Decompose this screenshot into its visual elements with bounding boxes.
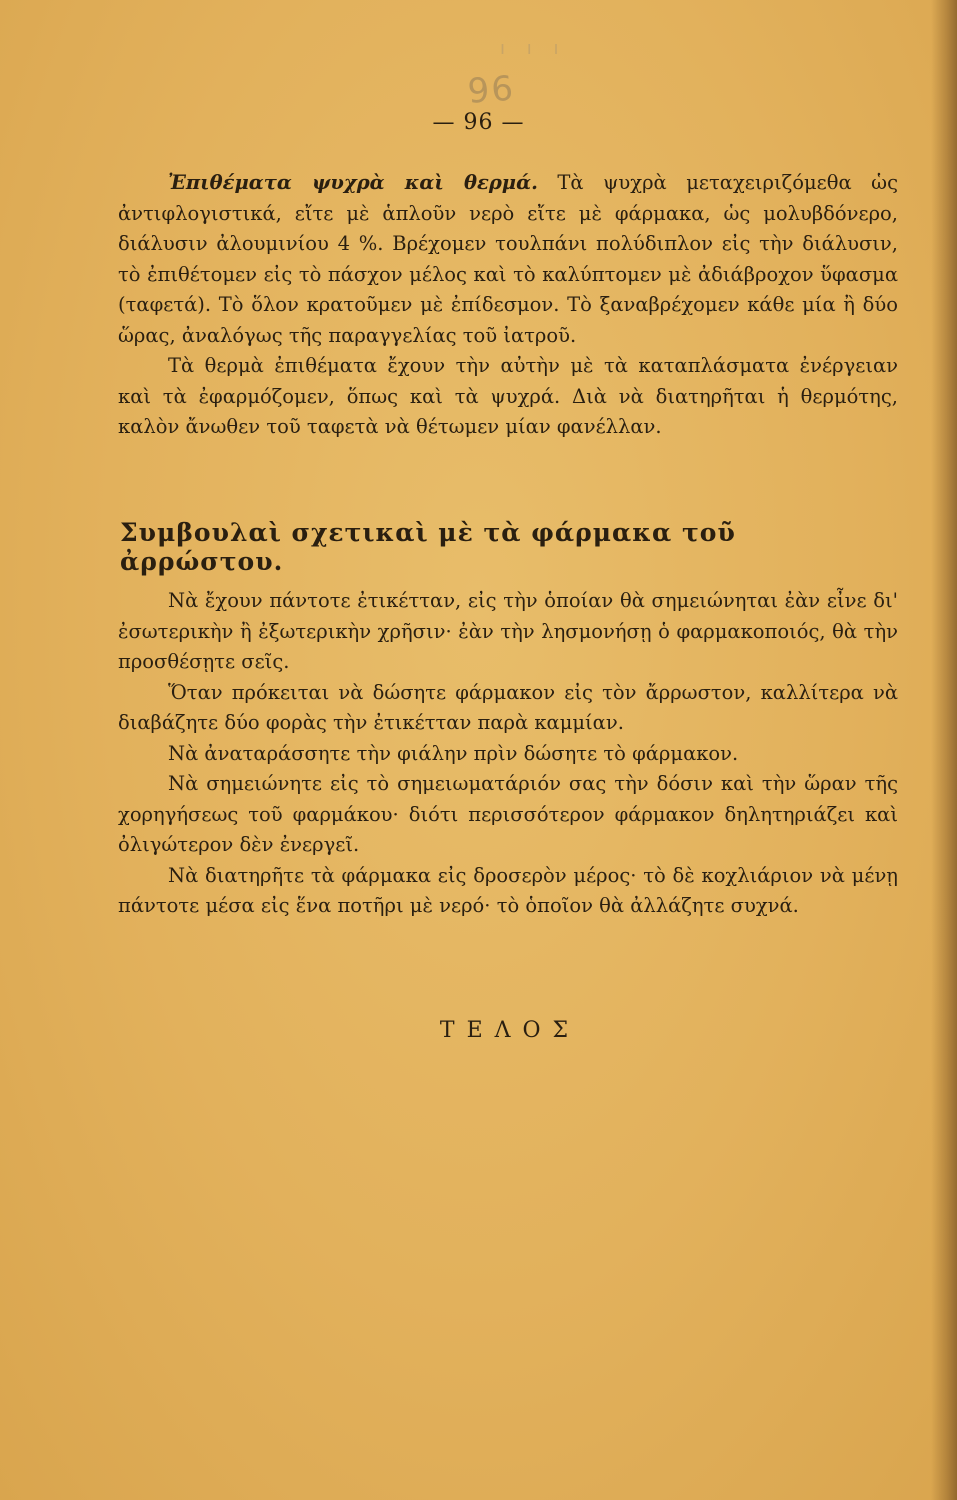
paragraph-body: Τὰ ψυχρὰ μεταχειριζόμεθα ὡς ἀντιφλογιστικά, εἴτε μὲ ἁπλοῦν νερὸ εἴτε μὲ φάρμακα, ὡς μολυβδόνερο, διάλυσιν ἀλουμινίου 4 %. Βρέχομεν τουλπάνι πολύδιπλον εἰς τὴν διάλυσιν, τὸ ἐπιθέτομεν εἰς τὸ πάσχον μέλος καὶ τὸ καλύπτομεν μὲ ἀδιάβροχον ὕφασμα (ταφετά). Τὸ ὅλον κρατοῦμεν μὲ ἐπίδεσμον. Τὸ ξαναβρέχομεν κάθε μία ἢ δύο ὥρας, ἀναλόγως τῆς παραγγελίας τοῦ ἰατροῦ.: [118, 171, 898, 347]
paragraph-lead-title: Ἐπιθέματα ψυχρὰ καὶ θερμά.: [168, 171, 538, 194]
advice-paragraph: Ὅταν πρόκειται νὰ δώσητε φάρμακον εἰς τὸν ἄρρωστον, καλλίτερα νὰ διαβάζητε δύο φορὰς τὴν ἐτικέτταν παρὰ καμμίαν.: [118, 680, 898, 734]
paragraph-hot-compresses: Τὰ θερμὰ ἐπιθέματα ἔχουν τὴν αὐτὴν μὲ τὰ καταπλάσματα ἐνέργειαν καὶ τὰ ἐφαρμόζομεν, ὅπως καὶ τὰ ψυχρά. Διὰ νὰ διατηρῆται ἡ θερμότης, καλὸν ἄνωθεν τοῦ ταφετὰ νὰ θέτωμεν μίαν φανέλλαν.: [118, 354, 898, 438]
handwritten-page-number: 96: [466, 68, 517, 112]
advice-paragraph: Νὰ διατηρῆτε τὰ φάρμακα εἰς δροσερὸν μέρος· τὸ δὲ κοχλιάριον νὰ μένῃ πάντοτε μέσα εἰς ἕνα ποτῆρι μὲ νερό· τὸ ὁποῖον θὰ ἀλλάζητε συχνά.: [118, 863, 898, 917]
paragraph-cold-compresses: [118, 168, 898, 351]
advice-paragraph: Νὰ ἔχουν πάντοτε ἐτικέτταν, εἰς τὴν ὁποίαν θὰ σημειώνηται ἐὰν εἶνε δι' ἐσωτερικὴν ἢ ἐξωτερικὴν χρῆσιν· ἐὰν τὴν λησμονήσῃ ὁ φαρμακοποιός, θὰ τὴν προσθέσῃτε σεῖς.: [118, 589, 898, 673]
end-text: ΤΕΛΟΣ: [439, 1018, 581, 1043]
pencil-marks: ı ı ı: [500, 38, 567, 59]
section-medicine-advice: [118, 586, 898, 922]
advice-paragraph: Νὰ ἀναταράσσητε τὴν φιάλην πρὶν δώσητε τὸ φάρμακον.: [168, 741, 739, 765]
section-compresses: [118, 168, 898, 443]
advice-paragraph: Νὰ σημειώνητε εἰς τὸ σημειωματάριόν σας τὴν δόσιν καὶ τὴν ὥραν τῆς χορηγήσεως τοῦ φαρμάκου· διότι περισσότερον φάρμακον δηλητηριάζει καὶ ὀλιγώτερον δὲν ἐνεργεῖ.: [118, 772, 898, 856]
page-spine-shadow: [931, 0, 957, 1500]
section-heading: Συμβουλαὶ σχετικαὶ μὲ τὰ φάρμακα τοῦ ἀρρώστου.: [120, 518, 736, 576]
page-number: — 96 —: [432, 110, 525, 135]
